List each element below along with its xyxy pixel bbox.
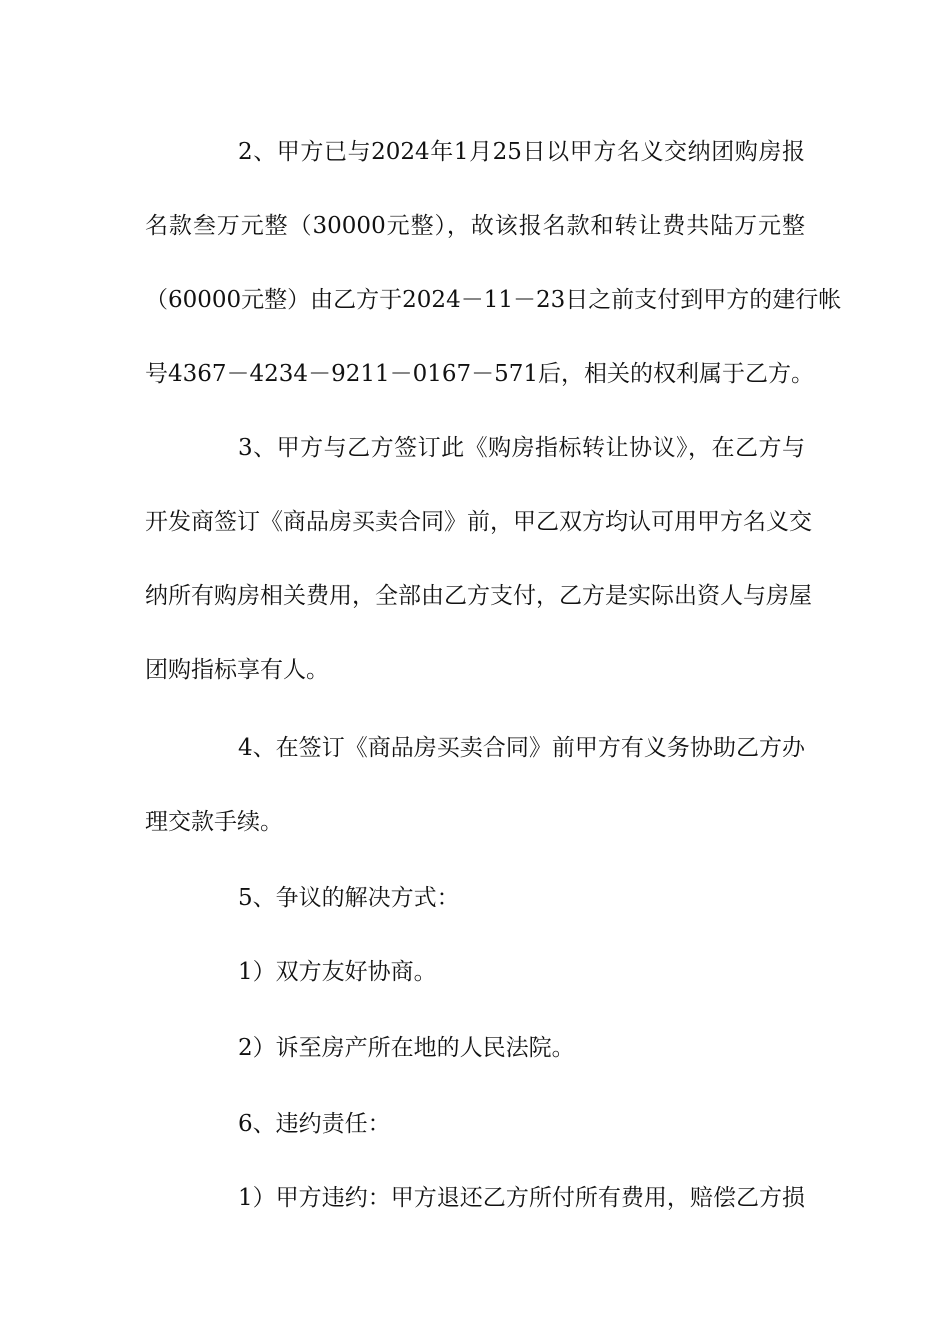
paragraph-5-item-1: 1）双方友好协商。 (238, 959, 437, 985)
paragraph-3-line-2: 开发商签订《商品房买卖合同》前，甲乙双方均认可用甲方名义交 (145, 509, 812, 535)
paragraph-5-heading: 5、争议的解决方式： (238, 885, 460, 911)
paragraph-6-item-1: 1）甲方违约：甲方退还乙方所付所有费用，赔偿乙方损 (238, 1185, 805, 1211)
paragraph-2-line-4: 号4367－4234－9211－0167－571后，相关的权利属于乙方。 (145, 361, 815, 387)
paragraph-3-line-1: 3、甲方与乙方签订此《购房指标转让协议》，在乙方与 (238, 435, 805, 461)
paragraph-2-line-2: 名款叁万元整（30000元整），故该报名款和转让费共陆万元整 (145, 213, 805, 239)
paragraph-2-line-3: （60000元整）由乙方于2024－11－23日之前支付到甲方的建行帐 (145, 287, 842, 313)
paragraph-3-line-3: 纳所有购房相关费用，全部由乙方支付，乙方是实际出资人与房屋 (145, 583, 812, 609)
paragraph-6-heading: 6、违约责任： (238, 1111, 391, 1137)
paragraph-4-line-2: 理交款手续。 (145, 809, 283, 835)
paragraph-4-line-1: 4、在签订《商品房买卖合同》前甲方有义务协助乙方办 (238, 735, 805, 761)
paragraph-2-line-1: 2、甲方已与2024年1月25日以甲方名义交纳团购房报 (238, 139, 805, 165)
paragraph-5-item-2: 2）诉至房产所在地的人民法院。 (238, 1035, 575, 1061)
paragraph-3-line-4: 团购指标享有人。 (145, 657, 329, 683)
